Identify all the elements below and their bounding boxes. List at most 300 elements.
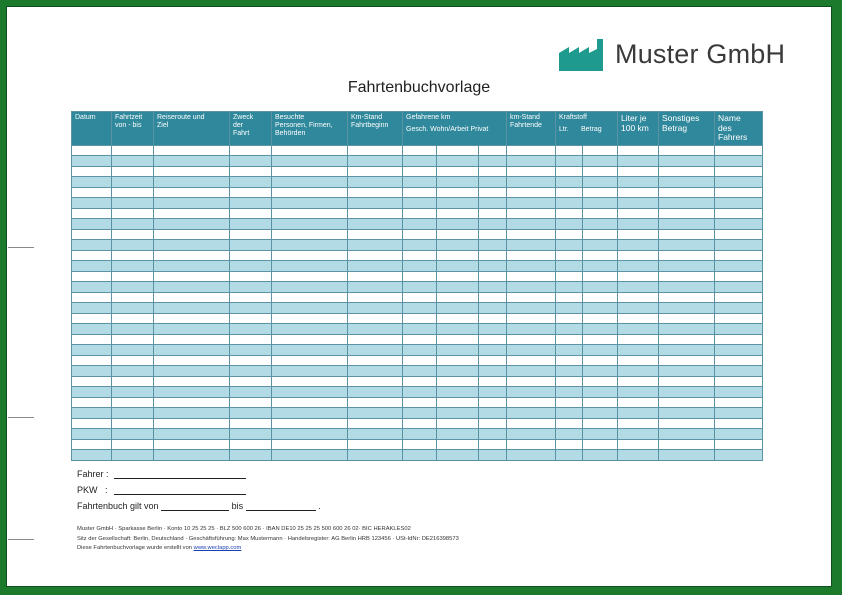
- table-cell[interactable]: [437, 334, 479, 345]
- table-cell[interactable]: [272, 187, 348, 198]
- table-cell[interactable]: [403, 397, 437, 408]
- table-cell[interactable]: [556, 366, 583, 377]
- table-cell[interactable]: [348, 177, 403, 188]
- table-cell[interactable]: [403, 219, 437, 230]
- table-cell[interactable]: [715, 429, 763, 440]
- table-cell[interactable]: [72, 450, 112, 461]
- table-cell[interactable]: [556, 387, 583, 398]
- table-cell[interactable]: [479, 313, 507, 324]
- gilt-bis-field[interactable]: [246, 501, 316, 511]
- table-cell[interactable]: [659, 156, 715, 167]
- table-cell[interactable]: [437, 282, 479, 293]
- table-cell[interactable]: [715, 303, 763, 314]
- table-cell[interactable]: [507, 334, 556, 345]
- table-cell[interactable]: [507, 439, 556, 450]
- table-cell[interactable]: [659, 198, 715, 209]
- table-cell[interactable]: [618, 219, 659, 230]
- table-cell[interactable]: [403, 282, 437, 293]
- table-cell[interactable]: [479, 324, 507, 335]
- table-cell[interactable]: [715, 450, 763, 461]
- table-cell[interactable]: [659, 166, 715, 177]
- table-cell[interactable]: [583, 156, 618, 167]
- table-cell[interactable]: [583, 313, 618, 324]
- table-cell[interactable]: [112, 345, 154, 356]
- table-cell[interactable]: [618, 334, 659, 345]
- table-cell[interactable]: [437, 229, 479, 240]
- table-cell[interactable]: [507, 282, 556, 293]
- table-cell[interactable]: [437, 145, 479, 156]
- table-cell[interactable]: [507, 324, 556, 335]
- table-cell[interactable]: [112, 408, 154, 419]
- table-cell[interactable]: [507, 387, 556, 398]
- table-cell[interactable]: [507, 408, 556, 419]
- table-cell[interactable]: [112, 271, 154, 282]
- table-cell[interactable]: [715, 208, 763, 219]
- table-cell[interactable]: [715, 366, 763, 377]
- table-cell[interactable]: [437, 166, 479, 177]
- table-cell[interactable]: [348, 219, 403, 230]
- table-cell[interactable]: [437, 261, 479, 272]
- table-cell[interactable]: [556, 418, 583, 429]
- table-cell[interactable]: [230, 271, 272, 282]
- table-cell[interactable]: [659, 355, 715, 366]
- table-cell[interactable]: [583, 261, 618, 272]
- table-cell[interactable]: [583, 303, 618, 314]
- table-cell[interactable]: [437, 271, 479, 282]
- table-cell[interactable]: [272, 366, 348, 377]
- table-cell[interactable]: [230, 208, 272, 219]
- table-cell[interactable]: [437, 177, 479, 188]
- table-cell[interactable]: [272, 261, 348, 272]
- table-cell[interactable]: [583, 282, 618, 293]
- table-cell[interactable]: [154, 376, 230, 387]
- table-cell[interactable]: [272, 387, 348, 398]
- table-cell[interactable]: [272, 355, 348, 366]
- table-cell[interactable]: [112, 334, 154, 345]
- table-cell[interactable]: [112, 387, 154, 398]
- table-cell[interactable]: [556, 429, 583, 440]
- table-cell[interactable]: [556, 439, 583, 450]
- table-cell[interactable]: [154, 292, 230, 303]
- table-cell[interactable]: [72, 166, 112, 177]
- table-cell[interactable]: [272, 334, 348, 345]
- table-cell[interactable]: [230, 240, 272, 251]
- table-cell[interactable]: [479, 166, 507, 177]
- table-cell[interactable]: [403, 250, 437, 261]
- table-cell[interactable]: [112, 376, 154, 387]
- table-cell[interactable]: [348, 187, 403, 198]
- table-cell[interactable]: [437, 355, 479, 366]
- table-cell[interactable]: [112, 187, 154, 198]
- table-cell[interactable]: [154, 208, 230, 219]
- table-cell[interactable]: [618, 345, 659, 356]
- table-cell[interactable]: [403, 198, 437, 209]
- table-cell[interactable]: [437, 429, 479, 440]
- table-cell[interactable]: [556, 450, 583, 461]
- table-cell[interactable]: [479, 334, 507, 345]
- table-cell[interactable]: [618, 156, 659, 167]
- table-cell[interactable]: [437, 198, 479, 209]
- table-cell[interactable]: [348, 271, 403, 282]
- table-cell[interactable]: [479, 229, 507, 240]
- table-cell[interactable]: [715, 439, 763, 450]
- table-cell[interactable]: [479, 282, 507, 293]
- table-cell[interactable]: [72, 198, 112, 209]
- table-cell[interactable]: [272, 198, 348, 209]
- table-cell[interactable]: [403, 418, 437, 429]
- table-cell[interactable]: [659, 334, 715, 345]
- table-cell[interactable]: [272, 166, 348, 177]
- table-cell[interactable]: [112, 313, 154, 324]
- table-cell[interactable]: [659, 177, 715, 188]
- table-cell[interactable]: [556, 198, 583, 209]
- table-cell[interactable]: [154, 439, 230, 450]
- table-cell[interactable]: [715, 345, 763, 356]
- table-cell[interactable]: [437, 418, 479, 429]
- table-cell[interactable]: [618, 387, 659, 398]
- table-cell[interactable]: [403, 387, 437, 398]
- table-cell[interactable]: [72, 303, 112, 314]
- table-cell[interactable]: [230, 366, 272, 377]
- table-cell[interactable]: [618, 324, 659, 335]
- table-cell[interactable]: [154, 334, 230, 345]
- table-cell[interactable]: [230, 292, 272, 303]
- table-cell[interactable]: [715, 177, 763, 188]
- table-cell[interactable]: [507, 355, 556, 366]
- table-cell[interactable]: [272, 324, 348, 335]
- table-cell[interactable]: [230, 145, 272, 156]
- table-cell[interactable]: [479, 376, 507, 387]
- table-cell[interactable]: [583, 240, 618, 251]
- table-cell[interactable]: [348, 229, 403, 240]
- table-cell[interactable]: [659, 366, 715, 377]
- table-cell[interactable]: [507, 397, 556, 408]
- table-cell[interactable]: [403, 324, 437, 335]
- table-cell[interactable]: [72, 387, 112, 398]
- table-cell[interactable]: [659, 271, 715, 282]
- table-cell[interactable]: [272, 271, 348, 282]
- table-cell[interactable]: [348, 198, 403, 209]
- table-cell[interactable]: [659, 387, 715, 398]
- table-cell[interactable]: [403, 439, 437, 450]
- table-cell[interactable]: [403, 366, 437, 377]
- table-cell[interactable]: [618, 450, 659, 461]
- table-cell[interactable]: [507, 177, 556, 188]
- table-cell[interactable]: [659, 229, 715, 240]
- table-cell[interactable]: [230, 166, 272, 177]
- table-cell[interactable]: [154, 397, 230, 408]
- table-cell[interactable]: [715, 198, 763, 209]
- table-cell[interactable]: [479, 145, 507, 156]
- table-cell[interactable]: [154, 387, 230, 398]
- table-cell[interactable]: [583, 271, 618, 282]
- table-cell[interactable]: [272, 219, 348, 230]
- table-cell[interactable]: [715, 261, 763, 272]
- table-cell[interactable]: [479, 303, 507, 314]
- table-cell[interactable]: [556, 303, 583, 314]
- table-cell[interactable]: [272, 418, 348, 429]
- table-cell[interactable]: [112, 229, 154, 240]
- table-cell[interactable]: [507, 208, 556, 219]
- table-cell[interactable]: [272, 439, 348, 450]
- table-cell[interactable]: [618, 187, 659, 198]
- table-cell[interactable]: [618, 250, 659, 261]
- table-cell[interactable]: [348, 397, 403, 408]
- table-cell[interactable]: [437, 387, 479, 398]
- table-cell[interactable]: [230, 345, 272, 356]
- table-cell[interactable]: [507, 418, 556, 429]
- table-cell[interactable]: [272, 156, 348, 167]
- table-cell[interactable]: [272, 345, 348, 356]
- table-cell[interactable]: [72, 313, 112, 324]
- table-cell[interactable]: [230, 387, 272, 398]
- table-cell[interactable]: [437, 208, 479, 219]
- table-cell[interactable]: [715, 376, 763, 387]
- table-cell[interactable]: [507, 345, 556, 356]
- table-cell[interactable]: [154, 366, 230, 377]
- table-cell[interactable]: [230, 324, 272, 335]
- table-cell[interactable]: [715, 292, 763, 303]
- table-cell[interactable]: [715, 355, 763, 366]
- table-cell[interactable]: [72, 229, 112, 240]
- table-cell[interactable]: [230, 397, 272, 408]
- table-cell[interactable]: [556, 345, 583, 356]
- table-cell[interactable]: [583, 366, 618, 377]
- table-cell[interactable]: [659, 208, 715, 219]
- table-cell[interactable]: [272, 240, 348, 251]
- table-cell[interactable]: [583, 345, 618, 356]
- table-cell[interactable]: [348, 303, 403, 314]
- table-cell[interactable]: [348, 376, 403, 387]
- table-cell[interactable]: [659, 292, 715, 303]
- table-cell[interactable]: [272, 376, 348, 387]
- table-cell[interactable]: [230, 219, 272, 230]
- table-cell[interactable]: [348, 313, 403, 324]
- table-cell[interactable]: [72, 292, 112, 303]
- table-cell[interactable]: [556, 250, 583, 261]
- table-cell[interactable]: [112, 261, 154, 272]
- table-cell[interactable]: [715, 229, 763, 240]
- table-cell[interactable]: [154, 229, 230, 240]
- table-cell[interactable]: [230, 355, 272, 366]
- table-cell[interactable]: [437, 292, 479, 303]
- table-cell[interactable]: [715, 219, 763, 230]
- table-cell[interactable]: [715, 418, 763, 429]
- table-cell[interactable]: [715, 313, 763, 324]
- table-cell[interactable]: [272, 177, 348, 188]
- table-cell[interactable]: [659, 303, 715, 314]
- weclapp-link[interactable]: www.weclapp.com: [193, 545, 242, 552]
- table-cell[interactable]: [659, 397, 715, 408]
- table-cell[interactable]: [230, 229, 272, 240]
- table-cell[interactable]: [583, 408, 618, 419]
- table-cell[interactable]: [715, 250, 763, 261]
- table-cell[interactable]: [479, 208, 507, 219]
- table-cell[interactable]: [72, 177, 112, 188]
- table-cell[interactable]: [230, 450, 272, 461]
- table-cell[interactable]: [230, 198, 272, 209]
- table-cell[interactable]: [112, 429, 154, 440]
- table-cell[interactable]: [715, 408, 763, 419]
- table-cell[interactable]: [348, 250, 403, 261]
- table-cell[interactable]: [72, 187, 112, 198]
- table-cell[interactable]: [112, 324, 154, 335]
- table-cell[interactable]: [507, 450, 556, 461]
- table-cell[interactable]: [154, 177, 230, 188]
- table-cell[interactable]: [230, 376, 272, 387]
- table-cell[interactable]: [272, 313, 348, 324]
- table-cell[interactable]: [230, 177, 272, 188]
- table-cell[interactable]: [479, 250, 507, 261]
- table-cell[interactable]: [556, 282, 583, 293]
- table-cell[interactable]: [556, 145, 583, 156]
- table-cell[interactable]: [112, 240, 154, 251]
- table-cell[interactable]: [583, 376, 618, 387]
- table-cell[interactable]: [230, 429, 272, 440]
- table-cell[interactable]: [72, 271, 112, 282]
- table-cell[interactable]: [507, 250, 556, 261]
- table-cell[interactable]: [403, 187, 437, 198]
- table-cell[interactable]: [479, 156, 507, 167]
- table-cell[interactable]: [72, 345, 112, 356]
- table-cell[interactable]: [72, 355, 112, 366]
- table-cell[interactable]: [556, 397, 583, 408]
- table-cell[interactable]: [403, 334, 437, 345]
- table-cell[interactable]: [583, 177, 618, 188]
- table-cell[interactable]: [348, 208, 403, 219]
- table-cell[interactable]: [348, 282, 403, 293]
- table-cell[interactable]: [72, 219, 112, 230]
- table-cell[interactable]: [618, 418, 659, 429]
- pkw-field[interactable]: [114, 485, 246, 495]
- table-cell[interactable]: [437, 408, 479, 419]
- table-cell[interactable]: [618, 429, 659, 440]
- table-cell[interactable]: [154, 166, 230, 177]
- table-cell[interactable]: [72, 418, 112, 429]
- table-cell[interactable]: [348, 292, 403, 303]
- table-cell[interactable]: [715, 282, 763, 293]
- table-cell[interactable]: [507, 156, 556, 167]
- table-cell[interactable]: [507, 429, 556, 440]
- table-cell[interactable]: [403, 355, 437, 366]
- table-cell[interactable]: [403, 408, 437, 419]
- table-cell[interactable]: [583, 166, 618, 177]
- table-cell[interactable]: [715, 397, 763, 408]
- table-cell[interactable]: [556, 324, 583, 335]
- table-cell[interactable]: [715, 334, 763, 345]
- table-cell[interactable]: [583, 387, 618, 398]
- table-cell[interactable]: [715, 166, 763, 177]
- table-cell[interactable]: [112, 177, 154, 188]
- gilt-von-field[interactable]: [161, 501, 229, 511]
- table-cell[interactable]: [507, 240, 556, 251]
- table-cell[interactable]: [230, 408, 272, 419]
- table-cell[interactable]: [230, 313, 272, 324]
- table-cell[interactable]: [556, 376, 583, 387]
- table-cell[interactable]: [556, 292, 583, 303]
- table-cell[interactable]: [272, 303, 348, 314]
- table-cell[interactable]: [479, 397, 507, 408]
- table-cell[interactable]: [230, 282, 272, 293]
- table-cell[interactable]: [403, 303, 437, 314]
- table-cell[interactable]: [507, 303, 556, 314]
- table-cell[interactable]: [72, 208, 112, 219]
- table-cell[interactable]: [618, 177, 659, 188]
- table-cell[interactable]: [583, 324, 618, 335]
- table-cell[interactable]: [112, 355, 154, 366]
- table-cell[interactable]: [154, 261, 230, 272]
- table-cell[interactable]: [715, 387, 763, 398]
- table-cell[interactable]: [583, 334, 618, 345]
- table-cell[interactable]: [479, 198, 507, 209]
- table-cell[interactable]: [348, 145, 403, 156]
- table-cell[interactable]: [112, 303, 154, 314]
- table-cell[interactable]: [154, 313, 230, 324]
- table-cell[interactable]: [230, 261, 272, 272]
- table-cell[interactable]: [583, 187, 618, 198]
- table-cell[interactable]: [112, 439, 154, 450]
- table-cell[interactable]: [154, 282, 230, 293]
- table-cell[interactable]: [618, 166, 659, 177]
- table-cell[interactable]: [507, 145, 556, 156]
- table-cell[interactable]: [403, 156, 437, 167]
- table-cell[interactable]: [659, 324, 715, 335]
- table-cell[interactable]: [348, 324, 403, 335]
- table-cell[interactable]: [403, 376, 437, 387]
- table-cell[interactable]: [618, 313, 659, 324]
- table-cell[interactable]: [556, 240, 583, 251]
- table-cell[interactable]: [618, 303, 659, 314]
- table-cell[interactable]: [154, 271, 230, 282]
- table-cell[interactable]: [556, 334, 583, 345]
- table-cell[interactable]: [72, 397, 112, 408]
- table-cell[interactable]: [507, 166, 556, 177]
- table-cell[interactable]: [348, 429, 403, 440]
- table-cell[interactable]: [230, 439, 272, 450]
- table-cell[interactable]: [230, 334, 272, 345]
- table-cell[interactable]: [154, 156, 230, 167]
- table-cell[interactable]: [272, 250, 348, 261]
- table-cell[interactable]: [403, 177, 437, 188]
- table-cell[interactable]: [348, 166, 403, 177]
- table-cell[interactable]: [556, 313, 583, 324]
- table-cell[interactable]: [272, 145, 348, 156]
- table-cell[interactable]: [272, 408, 348, 419]
- table-cell[interactable]: [154, 355, 230, 366]
- table-cell[interactable]: [659, 439, 715, 450]
- table-cell[interactable]: [583, 208, 618, 219]
- table-cell[interactable]: [403, 313, 437, 324]
- table-cell[interactable]: [556, 219, 583, 230]
- table-cell[interactable]: [72, 240, 112, 251]
- table-cell[interactable]: [348, 366, 403, 377]
- table-cell[interactable]: [507, 313, 556, 324]
- table-cell[interactable]: [154, 198, 230, 209]
- table-cell[interactable]: [659, 429, 715, 440]
- table-cell[interactable]: [583, 439, 618, 450]
- table-cell[interactable]: [618, 208, 659, 219]
- table-cell[interactable]: [618, 408, 659, 419]
- table-cell[interactable]: [437, 366, 479, 377]
- table-cell[interactable]: [112, 198, 154, 209]
- table-cell[interactable]: [659, 187, 715, 198]
- table-cell[interactable]: [272, 397, 348, 408]
- table-cell[interactable]: [507, 376, 556, 387]
- table-cell[interactable]: [618, 355, 659, 366]
- table-cell[interactable]: [583, 229, 618, 240]
- table-cell[interactable]: [403, 450, 437, 461]
- table-cell[interactable]: [348, 334, 403, 345]
